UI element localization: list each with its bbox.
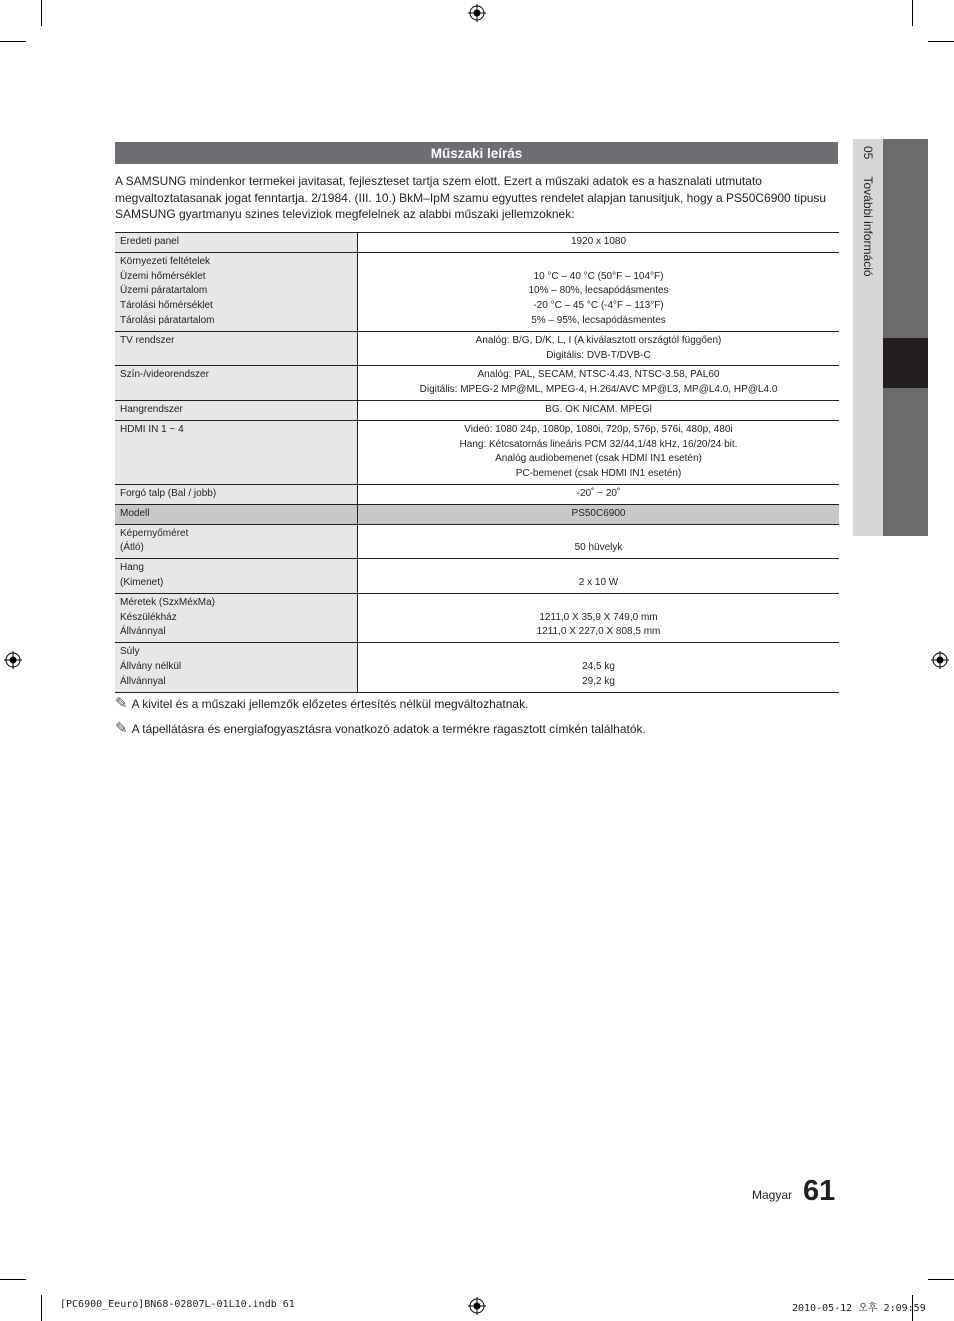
spec-value-line: 10 °C – 40 °C (50°F – 104°F) [533,270,664,282]
spec-value-line: 1211,0 X 227,0 X 808,5 mm [536,626,661,638]
spec-value-line: 29,2 kg [582,675,615,687]
crop-mark [0,1279,26,1280]
pencil-icon: ✎ [115,695,128,712]
spec-value-line: PS50C6900 [571,507,626,519]
spec-value [358,524,840,559]
spec-key-line: TV rendszer [120,334,175,346]
spec-value-line: 50 hüvelyk [574,542,623,554]
spec-value [358,504,840,524]
spec-value-line: PC-bemenet (csak HDMI IN1 esetén) [515,468,682,480]
spec-key-line: HDMI IN 1 ~ 4 [120,423,184,435]
spec-row [115,420,839,484]
spec-key-line: Súly [120,646,140,658]
spec-row [115,331,839,366]
note-item [115,719,646,737]
spec-value-line: -20 °C – 45 °C (-4°F – 113°F) [533,300,664,312]
spec-key-line: Állvánnyal [120,675,166,687]
spec-key-line: Tárolási páratartalom [120,314,215,326]
spec-value [358,484,840,504]
spec-key-line: (Kimenet) [120,576,164,588]
spec-key-line: Állvánnyal [120,626,166,638]
spec-row [115,484,839,504]
spec-key-line: Környezeti feltételek [120,255,211,267]
crop-mark [41,1295,42,1321]
registration-mark-icon [4,651,22,669]
spec-key [115,504,358,524]
section-title: További információ [861,176,875,277]
spec-key [115,559,358,594]
spec-key-line: (Átló) [120,542,144,554]
spec-value-line: Hang: Kétcsatornás lineáris PCM 32/44,1/48 kHz, 16/20/24 bit. [459,438,738,450]
registration-mark-icon [931,651,949,669]
spec-value [358,593,840,642]
spec-key-line: Modell [120,507,150,519]
section-tab-marker [883,338,928,388]
spec-value-line: Videó: 1080 24p, 1080p, 1080i, 720p, 576p, 576i, 480p, 480i [464,423,733,435]
intro-paragraph: A SAMSUNG mindenkor termekei javitasat, fejleszteset tartja szem elott. Ezert a műszaki adatok es a hasznalati utmutato megvaltoztatasanak jogat fenntartja. 2/1984. (III. 10.) BkM–IpM szamu egyuttes rendelet alapjan tanusitjuk, hogy a PS50C6900 tipusu SAMSUNG gyartmanyu szines televiziok megfelelnek az alabbi műszaki jellemzoknek: [115,174,827,221]
pencil-icon: ✎ [115,720,128,737]
spec-key [115,252,358,331]
slug-datetime: 2010-05-12 오후 2:09:59 [792,1303,926,1314]
spec-row [115,504,839,524]
spec-value [358,233,840,253]
spec-value-line: 10% – 80%, lecsapódásmentes [528,285,669,297]
spec-key [115,400,358,420]
spec-key-line: Tárolási hőmérséklet [120,300,213,312]
registration-mark-icon [468,1297,486,1315]
footer-language: Magyar [752,1188,793,1202]
spec-value-line: 5% – 95%, lecsapódásmentes [531,314,666,326]
spec-value-line: BG. OK NICAM. MPEGl [545,403,652,415]
spec-table [115,232,839,693]
note-item [115,694,528,712]
registration-mark-icon [468,4,486,22]
section-number: 05 [861,146,875,160]
spec-key-line: Üzemi hőmérséklet [120,270,206,282]
spec-key-line: Forgó talp (Bal / jobb) [120,487,217,499]
spec-value-line: 2 x 10 W [578,576,619,588]
spec-key [115,233,358,253]
spec-row [115,233,839,253]
spec-row [115,252,839,331]
spec-key [115,643,358,692]
spec-key [115,331,358,366]
section-tab-label [861,146,875,277]
spec-key-line: Üzemi páratartalom [120,285,208,297]
crop-mark [928,1279,954,1280]
spec-key-line: Eredeti panel [120,236,179,247]
spec-row [115,593,839,642]
spec-value-line: Analóg audiobemenet (csak HDMI IN1 esetén) [495,453,702,465]
spec-value [358,559,840,594]
spec-value-line: -20˚ ~ 20˚ [576,487,621,499]
spec-value-line: Digitális: MPEG-2 MP@ML, MPEG-4, H.264/AVC MP@L3, MP@L4.0, HP@L4.0 [419,384,778,396]
spec-value [358,420,840,484]
spec-row [115,366,839,401]
spec-key-line: Képernyőméret [120,527,189,539]
spec-row [115,559,839,594]
spec-key-line: Szín-/videorendszer [120,369,209,381]
crop-mark [41,0,42,26]
spec-key-line: Állvány nélkül [120,660,182,672]
spec-key [115,484,358,504]
spec-key-line: Hangrendszer [120,403,183,415]
spec-value-line: Analóg: B/G, D/K, L, I (A kiválasztott országtól függően) [475,334,722,346]
spec-key-line: Hang [120,562,144,574]
spec-value [358,252,840,331]
spec-key [115,524,358,559]
spec-value [358,331,840,366]
spec-value [358,643,840,692]
note-text: A kivitel és a műszaki jellemzők előzetes értesítés nélkül megváltozhatnak. [131,697,529,711]
spec-key-line: Készülékház [120,611,177,623]
slug-file: [PC6900_Eeuro]BN68-02807L-01L10.indb 61 [60,1299,295,1310]
spec-key [115,593,358,642]
crop-mark [0,41,26,42]
spec-value [358,366,840,401]
spec-row [115,643,839,692]
crop-mark [928,41,954,42]
spec-key-line: Méretek (SzxMéxMa) [120,596,216,608]
spec-value-line: 1920 x 1080 [570,236,627,247]
spec-row [115,524,839,559]
page-number: 61 [803,1175,836,1207]
spec-key [115,366,358,401]
crop-mark [912,0,913,26]
section-heading: Műszaki leírás [115,142,838,164]
note-text: A tápellátásra és energiafogyasztásra vonatkozó adatok a termékre ragasztott címkén találhatók. [131,722,646,736]
spec-value-line: Analóg: PAL, SECAM, NTSC-4.43, NTSC-3.58, PAL60 [477,369,720,381]
spec-key [115,420,358,484]
spec-row [115,400,839,420]
spec-value-line: 1211,0 X 35,9 X 749,0 mm [539,611,658,623]
spec-value-line: 24,5 kg [582,660,615,672]
spec-value [358,400,840,420]
spec-value-line: Digitális: DVB-T/DVB-C [546,349,651,361]
